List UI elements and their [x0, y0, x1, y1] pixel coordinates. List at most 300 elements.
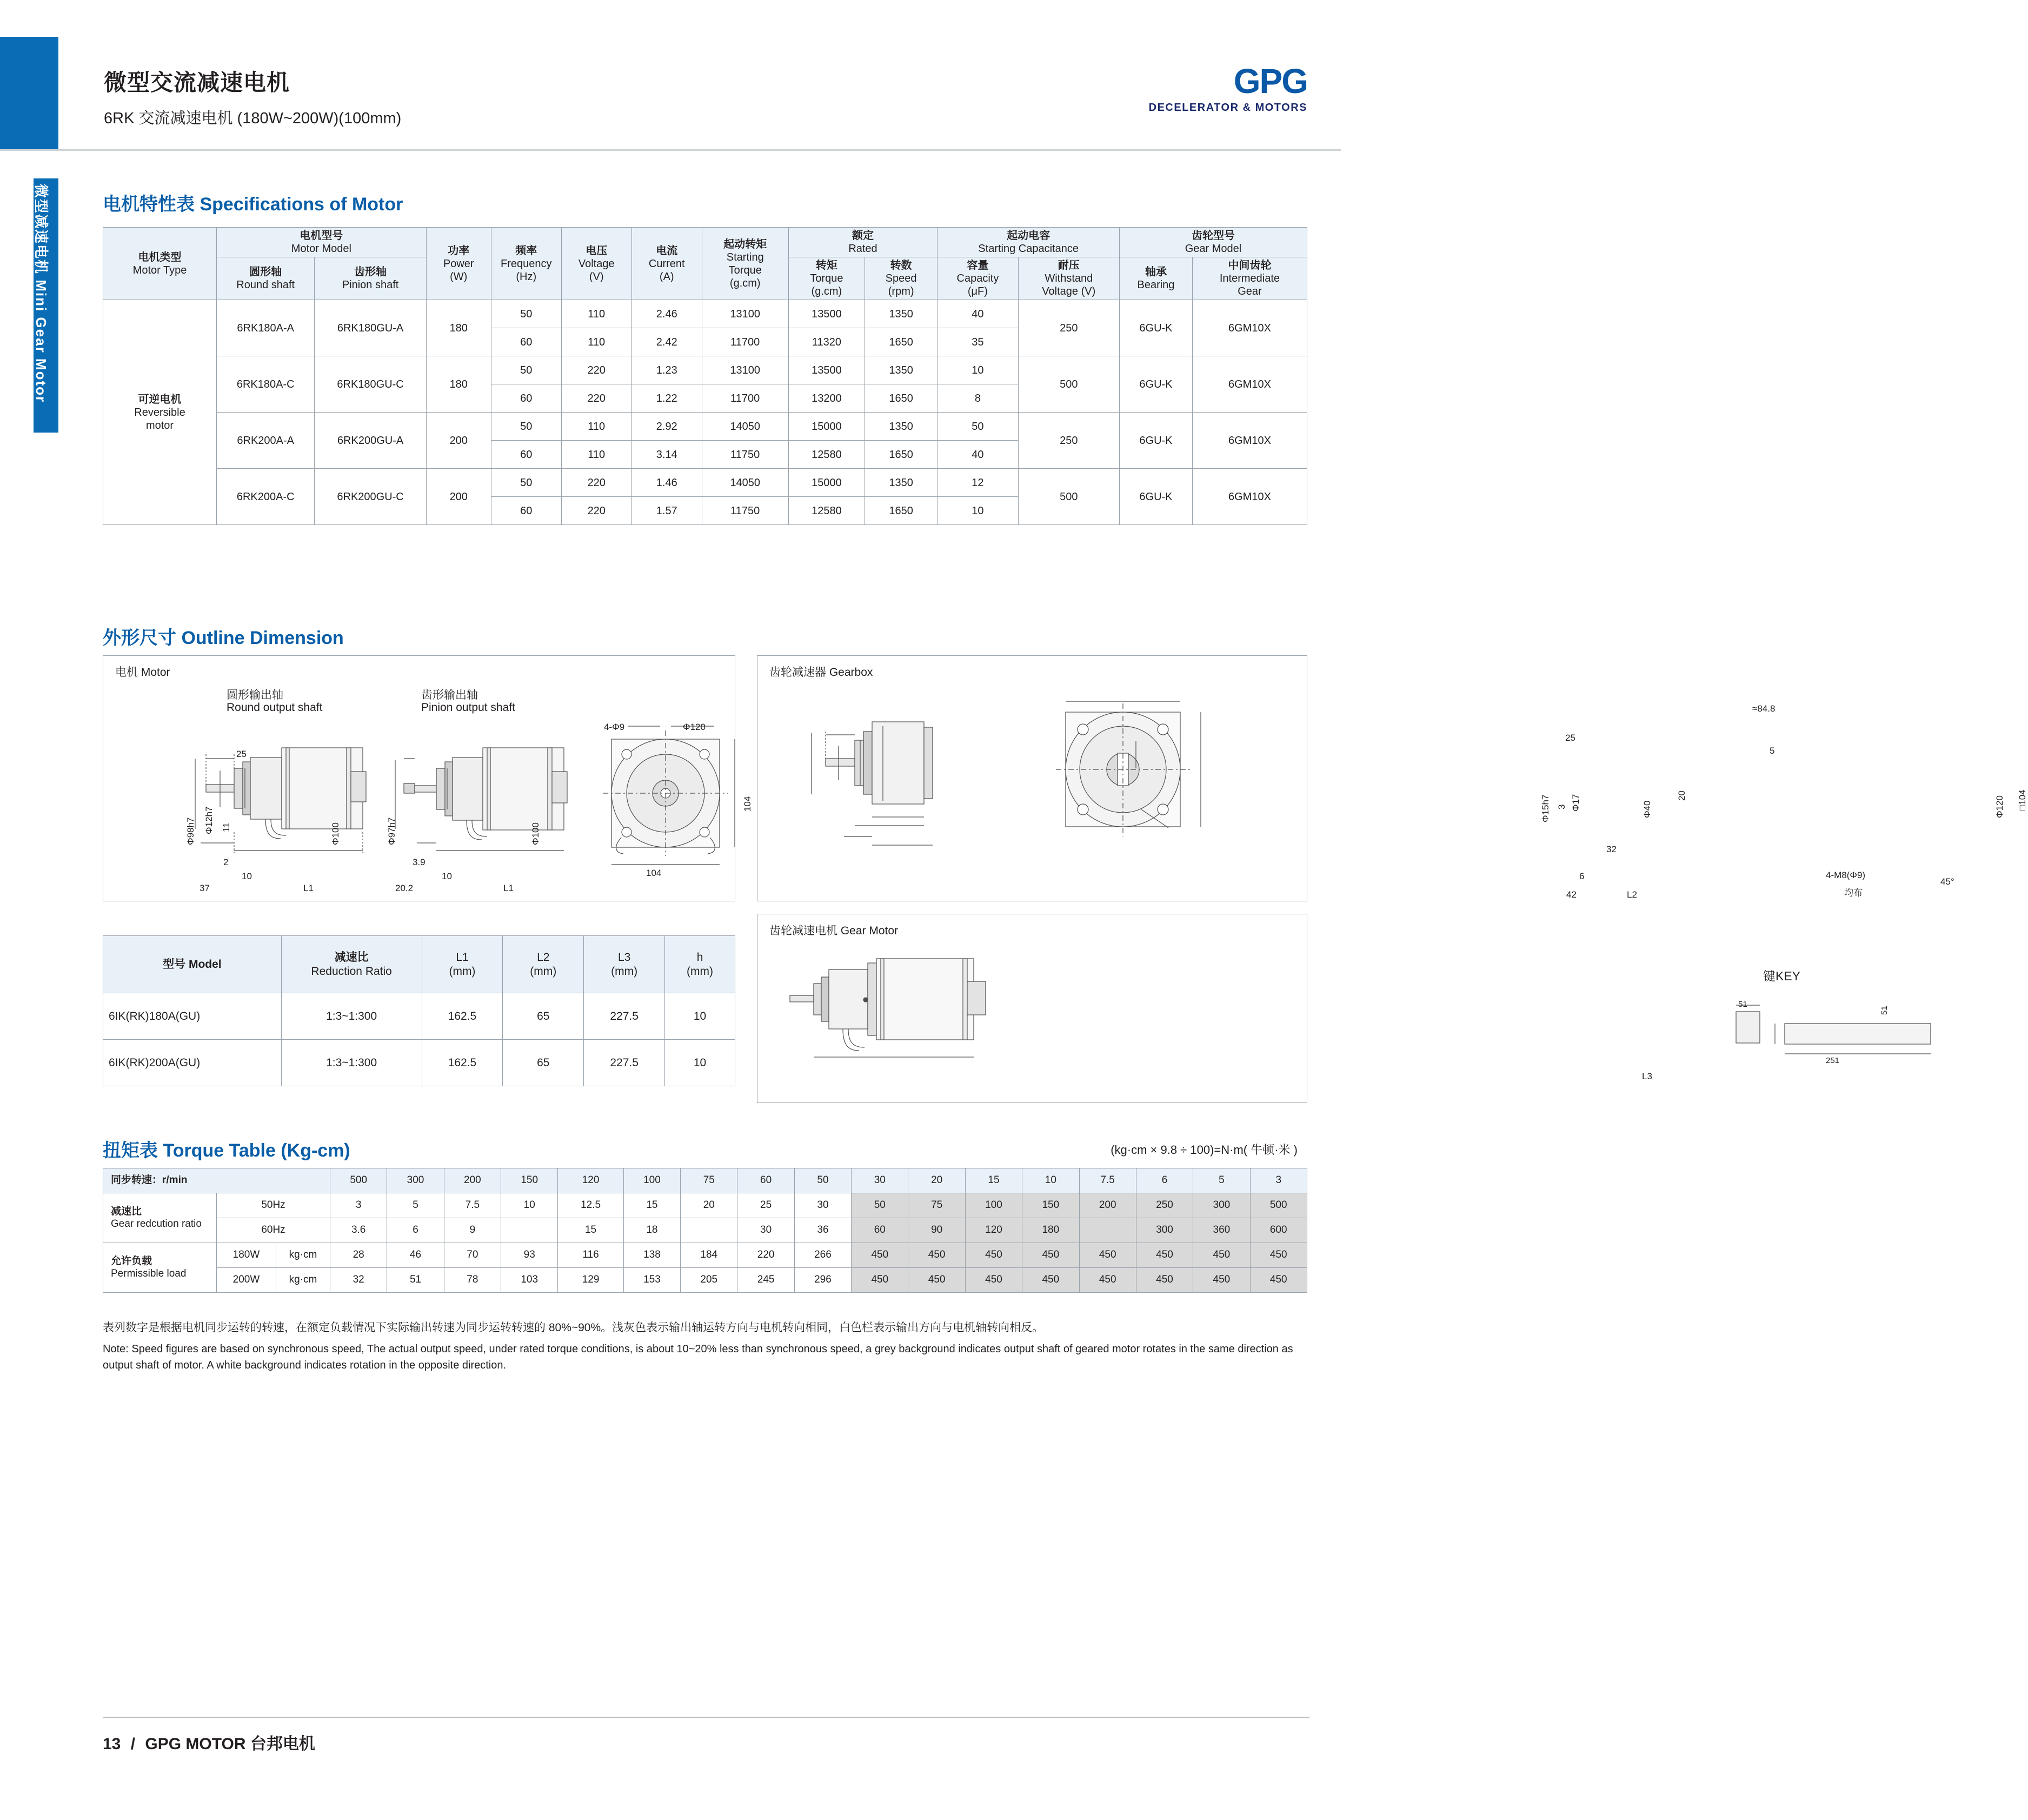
th-intermediate-en1: Intermediate: [1219, 273, 1280, 284]
cell-capacity: 8: [937, 384, 1018, 413]
table-row: [103, 1193, 1307, 1218]
dim-4-phi9: 4-Φ9: [604, 722, 625, 732]
round-shaft-side-view-drawing: [184, 726, 390, 867]
cell-withstand: 500: [1018, 469, 1119, 525]
th-model-label: 型号 Model: [163, 958, 222, 971]
cell-voltage: 110: [561, 413, 631, 441]
specifications-title-en: Specifications of Motor: [200, 194, 403, 215]
table-row: [103, 1040, 735, 1086]
th-sync-speed: [103, 1168, 330, 1193]
th-round-shaft-en: Round shaft: [236, 279, 295, 291]
th-withstand-voltage: [1018, 257, 1119, 300]
cell-load200: 450: [1250, 1268, 1307, 1293]
header-accent-bar: [0, 37, 58, 149]
cell-load180: 450: [1079, 1243, 1136, 1268]
cell-ratio: 1:3~1:300: [281, 1040, 422, 1086]
table-row: [103, 1243, 1307, 1268]
gearbox-front-view-drawing: [1039, 687, 1233, 866]
th-rated-speed-cn: 转数: [890, 260, 912, 271]
cell-pinion-shaft: 6RK180GU-C: [315, 356, 426, 413]
gearbox-dim-25: 25: [1565, 733, 1575, 743]
cell-withstand: 250: [1018, 300, 1119, 356]
cell-intermediate-gear: 6GM10X: [1192, 300, 1307, 356]
motor-type-en1: Reversible: [134, 406, 185, 419]
cell-pinion-shaft: 6RK200GU-A: [315, 413, 426, 469]
cell-round-shaft: 6RK200A-A: [217, 413, 315, 469]
cell-capacity: 40: [937, 300, 1018, 328]
cell-capacity: 35: [937, 328, 1018, 356]
th-l1-label: L1: [456, 951, 469, 964]
cell-capacity: 50: [937, 413, 1018, 441]
cell-rated-speed: 1350: [865, 356, 937, 384]
dim-pinion-body-diameter: Φ100: [530, 822, 541, 845]
gearbox-dim-45deg: 45°: [1940, 876, 1954, 887]
gear-motor-drawing-panel: [757, 914, 1889, 1103]
th-speed-500: 500: [330, 1168, 387, 1193]
th-power: [426, 228, 491, 300]
th-rated-torque: [788, 257, 865, 300]
load-label-en: Permissible load: [111, 1267, 187, 1279]
cell-load180: 450: [1250, 1243, 1307, 1268]
cell-ratio50: 150: [1022, 1193, 1079, 1218]
cell-intermediate-gear: 6GM10X: [1192, 413, 1307, 469]
cell-load180: 450: [1193, 1243, 1250, 1268]
cell-intermediate-gear: 6GM10X: [1192, 469, 1307, 525]
th-l3: [584, 936, 665, 993]
note-cn: 表列数字是根据电机同步运转的转速，在额定负载情况下实际输出转速为同步运转转速的 80%~90%。浅灰色表示输出轴运转方向与电机转向相同，白色栏表示输出方向与电机轴转向相反。: [103, 1321, 1044, 1334]
cell-ratio60: 120: [965, 1218, 1022, 1243]
th-ratio-en: Reduction Ratio: [311, 965, 392, 978]
cell-l1: 162.5: [422, 993, 503, 1040]
logo-wordmark: GPG: [1233, 62, 1307, 101]
cell-current: 1.22: [631, 384, 702, 413]
cell-l3: 227.5: [584, 993, 665, 1040]
cell-ratio50: 15: [623, 1193, 680, 1218]
cell-ratio60: 15: [558, 1218, 623, 1243]
cell-frequency: 60: [491, 328, 561, 356]
torque-table-head: [103, 1168, 1307, 1193]
cell-starting-torque: 11750: [702, 441, 788, 469]
cell-rated-speed: 1650: [865, 328, 937, 356]
dim-shaft-diameter: Φ12h7: [204, 806, 214, 834]
cell-ratio60: 9: [444, 1218, 501, 1243]
cell-round-shaft: 6RK180A-C: [217, 356, 315, 413]
cell-voltage: 110: [561, 328, 631, 356]
pinion-shaft-label-cn: 齿形输出轴: [421, 689, 478, 701]
gearbox-side-view-drawing: [779, 694, 1006, 872]
th-intermediate-en2: Gear: [1238, 285, 1262, 297]
outline-title-cn: 外形尺寸: [103, 628, 176, 648]
page-number: 13: [103, 1735, 121, 1753]
side-tab: [34, 178, 58, 433]
th-bearing-en: Bearing: [1137, 279, 1175, 291]
cell-ratio60: 36: [794, 1218, 851, 1243]
cell-load200: 296: [794, 1268, 851, 1293]
header-divider: [0, 149, 1341, 151]
motor-drawing-panel: [103, 655, 753, 901]
cell-l2: 65: [503, 993, 584, 1040]
dim-11: 11: [221, 822, 231, 832]
gearbox-dim-5: 5: [1770, 746, 1775, 756]
th-motor-type: [103, 228, 217, 300]
brand-logo: [1080, 64, 1307, 114]
th-speed-6: 6: [1136, 1168, 1193, 1193]
dim-104-h: 104: [646, 868, 662, 878]
th-speed-300: 300: [387, 1168, 444, 1193]
cell-ratio50: 25: [737, 1193, 794, 1218]
th-speed-50: 50: [794, 1168, 851, 1193]
th-frequency-en: Frequency: [501, 257, 552, 270]
th-l2: [503, 936, 584, 993]
th-frequency: [491, 228, 561, 300]
th-l2-label: L2: [537, 951, 550, 964]
ratio-label-cn: 减速比: [111, 1205, 142, 1217]
table-row: [103, 1218, 1307, 1243]
cell-model: 6IK(RK)200A(GU): [103, 1040, 282, 1086]
th-power-en: Power: [443, 257, 474, 270]
cell-load180: 450: [965, 1243, 1022, 1268]
cell-frequency: 50: [491, 413, 561, 441]
th-power-cn: 功率: [448, 244, 470, 257]
th-speed-20: 20: [908, 1168, 965, 1193]
logo-tagline: DECELERATOR & MOTORS: [1148, 102, 1307, 114]
cell-ratio50: 12.5: [558, 1193, 623, 1218]
cell-load200: 450: [852, 1268, 908, 1293]
th-rated-torque-cn: 转矩: [815, 260, 837, 271]
cell-load200: 129: [558, 1268, 623, 1293]
cell-load-unit: kg·cm: [276, 1243, 330, 1268]
th-speed-75: 75: [681, 1168, 737, 1193]
torque-table: [103, 1168, 1307, 1293]
dim-25: 25: [236, 749, 247, 759]
th-capacity-cn: 容量: [967, 260, 989, 271]
cell-load200: 450: [1022, 1268, 1079, 1293]
th-rated-speed-unit: (rpm): [888, 285, 914, 297]
cell-withstand: 250: [1018, 413, 1119, 469]
th-voltage-cn: 电压: [586, 244, 608, 257]
gearbox-dim-junbu: 均布: [1844, 888, 1863, 898]
gearbox-panel-label: 齿轮减速器 Gearbox: [769, 666, 873, 679]
cell-ratio50: 100: [965, 1193, 1022, 1218]
cell-power: 200: [426, 469, 491, 525]
cell-ratio: 1:3~1:300: [281, 993, 422, 1040]
cell-rated-speed: 1650: [865, 441, 937, 469]
cell-bearing: 6GU-K: [1120, 469, 1193, 525]
key-label: 键KEY: [1763, 969, 1801, 983]
th-voltage: [561, 228, 631, 300]
table-row: [103, 993, 735, 1040]
reduction-table-body: [103, 993, 735, 1086]
th-capacity: [937, 257, 1018, 300]
cell-load200: 450: [1193, 1268, 1250, 1293]
th-pinion-shaft: [315, 257, 426, 300]
th-model: [103, 936, 282, 993]
cell-ratio60: 60: [852, 1218, 908, 1243]
cell-ratio50: 7.5: [444, 1193, 501, 1218]
cell-rated-speed: 1350: [865, 469, 937, 497]
cell-ratio60: 360: [1193, 1218, 1250, 1243]
footer-separator: /: [130, 1735, 136, 1753]
th-starting-torque-cn: 起动转矩: [723, 238, 767, 250]
th-speed-100: 100: [623, 1168, 680, 1193]
cell-load200: 450: [965, 1268, 1022, 1293]
dim-2: 2: [223, 857, 229, 867]
cell-rated-torque: 13200: [788, 384, 865, 413]
cell-load180: 116: [558, 1243, 623, 1268]
cell-60hz-label: 60Hz: [217, 1218, 330, 1243]
th-capacity-en: Capacity: [956, 273, 999, 284]
gear-motor-panel-label: 齿轮减速电机 Gear Motor: [769, 925, 899, 937]
cell-ratio50: 20: [681, 1193, 737, 1218]
cell-load180: 450: [1022, 1243, 1079, 1268]
table-row: [103, 413, 1307, 441]
cell-power: 180: [426, 356, 491, 413]
th-current-en: Current: [648, 257, 685, 270]
cell-ratio50: 500: [1250, 1193, 1307, 1218]
cell-capacity: 12: [937, 469, 1018, 497]
note-en: Note: Speed figures are based on synchronous speed, The actual output speed, under rated torque conditions, is about 10~20% less than synchronous speed, a grey background indicates output shaft of geared motor rotates in the same direction as output shaft of motor. A white background indicates rotation in the opposite direction.: [103, 1343, 1293, 1371]
th-speed-3: 3: [1250, 1168, 1307, 1193]
cell-bearing: 6GU-K: [1120, 413, 1193, 469]
cell-current: 2.92: [631, 413, 702, 441]
cell-load180: 46: [387, 1243, 444, 1268]
cell-load200: 32: [330, 1268, 387, 1293]
th-starting-cap-en: Starting Capacitance: [978, 243, 1079, 255]
dim-10: 10: [242, 871, 252, 881]
th-withstand-en2: Voltage (V): [1042, 285, 1096, 297]
cell-starting-torque: 14050: [702, 413, 788, 441]
footer-divider: [103, 1717, 1309, 1718]
cell-intermediate-gear: 6GM10X: [1192, 356, 1307, 413]
cell-ratio60: [681, 1218, 737, 1243]
th-current: [631, 228, 702, 300]
cell-capacity: 10: [937, 497, 1018, 525]
outline-title-en: Outline Dimension: [181, 628, 344, 648]
th-withstand-en1: Withstand: [1045, 273, 1093, 284]
gearbox-dim-32: 32: [1606, 844, 1617, 854]
th-l3-unit: (mm): [611, 965, 638, 978]
table-row: [103, 300, 1307, 328]
cell-power: 180: [426, 300, 491, 356]
cell-current: 2.42: [631, 328, 702, 356]
dim-37: 37: [200, 883, 210, 893]
th-gear-model-cn: 齿轮型号: [1192, 230, 1235, 242]
th-frequency-unit: (Hz): [516, 270, 537, 283]
gearbox-dim-6: 6: [1579, 871, 1585, 881]
th-frequency-cn: 频率: [515, 244, 537, 257]
cell-model: 6IK(RK)180A(GU): [103, 993, 282, 1040]
cell-current: 1.23: [631, 356, 702, 384]
gear-motor-dim-L3: L3: [1642, 1071, 1652, 1081]
table-row: [103, 1268, 1307, 1293]
page-subtitle-cn: 6RK 交流减速电机: [104, 110, 233, 127]
cell-rated-speed: 1350: [865, 300, 937, 328]
cell-rated-torque: 15000: [788, 413, 865, 441]
cell-round-shaft: 6RK200A-C: [217, 469, 315, 525]
torque-table-body: [103, 1193, 1307, 1293]
cell-rated-torque: 13500: [788, 356, 865, 384]
cell-current: 3.14: [631, 441, 702, 469]
cell-frequency: 50: [491, 356, 561, 384]
cell-load200: 78: [444, 1268, 501, 1293]
th-pinion-shaft-cn: 齿形轴: [354, 266, 387, 278]
cell-motor-type: [103, 300, 217, 525]
th-gear-model: [1120, 228, 1307, 257]
th-rated-torque-unit: (g.cm): [811, 285, 842, 297]
table-row: [103, 356, 1307, 384]
round-shaft-label-cn: 圆形输出轴: [227, 689, 283, 701]
cell-starting-torque: 13100: [702, 300, 788, 328]
th-bearing: [1120, 257, 1193, 300]
cell-load180: 450: [1136, 1243, 1193, 1268]
cell-current: 2.46: [631, 300, 702, 328]
gearbox-dim-phi120: Φ120: [1994, 795, 2005, 818]
cell-ratio60: 90: [908, 1218, 965, 1243]
cell-capacity: 40: [937, 441, 1018, 469]
gearbox-dim-3: 3: [1557, 804, 1567, 809]
th-rated: [788, 228, 937, 257]
cell-current: 1.46: [631, 469, 702, 497]
th-rated-cn: 额定: [852, 230, 874, 242]
cell-rated-torque: 13500: [788, 300, 865, 328]
cell-rated-torque: 12580: [788, 441, 865, 469]
th-speed-7.5: 7.5: [1079, 1168, 1136, 1193]
th-motor-type-cn: 电机类型: [138, 251, 182, 263]
cell-bearing: 6GU-K: [1120, 300, 1193, 356]
cell-load180: 93: [501, 1243, 558, 1268]
cell-ratio60: 6: [387, 1218, 444, 1243]
cell-rated-speed: 1650: [865, 497, 937, 525]
th-l3-label: L3: [617, 951, 631, 964]
th-capacity-unit: (μF): [967, 285, 988, 297]
th-gear-model-en: Gear Model: [1185, 243, 1242, 255]
cell-ratio60: 30: [737, 1218, 794, 1243]
torque-section-title: [103, 1135, 350, 1162]
dim-L1b: L1: [503, 883, 514, 893]
cell-ratio60: 600: [1250, 1218, 1307, 1243]
cell-l2: 65: [503, 1040, 584, 1086]
cell-load200: 245: [737, 1268, 794, 1293]
th-starting-torque-en1: Starting: [726, 251, 764, 263]
cell-rated-speed: 1650: [865, 384, 937, 413]
motor-flange-front-view-drawing: [590, 714, 752, 876]
cell-load180: 450: [852, 1243, 908, 1268]
cell-load180: 28: [330, 1243, 387, 1268]
cell-bearing: 6GU-K: [1120, 356, 1193, 413]
gearbox-dim-phi15h7: Φ15h7: [1540, 794, 1551, 822]
th-starting-torque-en2: Torque: [728, 264, 762, 276]
key-dim-51-top: 51: [1738, 1000, 1747, 1009]
th-speed-10: 10: [1022, 1168, 1079, 1193]
cell-ratio60: 180: [1022, 1218, 1079, 1243]
cell-starting-torque: 11700: [702, 328, 788, 356]
dim-10b: 10: [442, 871, 452, 881]
cell-l1: 162.5: [422, 1040, 503, 1086]
load-label-cn: 允许负载: [111, 1255, 152, 1267]
torque-unit-note: (kg·cm × 9.8 ÷ 100)=N·m( 牛顿·米 ): [1111, 1143, 1298, 1157]
cell-starting-torque: 14050: [702, 469, 788, 497]
cell-load200: 103: [501, 1268, 558, 1293]
cell-load-label: [103, 1243, 217, 1293]
cell-ratio50: 75: [908, 1193, 965, 1218]
cell-h: 10: [665, 993, 735, 1040]
gearbox-dim-20: 20: [1677, 791, 1687, 801]
th-sync-speed-label: 同步转速：r/min: [111, 1174, 188, 1186]
gearbox-dim-phi40: Φ40: [1642, 800, 1652, 818]
cell-ratio50: 3: [330, 1193, 387, 1218]
cell-ratio60: 18: [623, 1218, 680, 1243]
cell-pinion-shaft: 6RK200GU-C: [315, 469, 426, 525]
cell-ratio-label: [103, 1193, 217, 1243]
cell-load180: 184: [681, 1243, 737, 1268]
key-dim-251: 251: [1826, 1056, 1840, 1065]
cell-frequency: 60: [491, 497, 561, 525]
pinion-shaft-side-view-drawing: [384, 726, 590, 867]
th-motor-model-cn: 电机型号: [300, 230, 343, 242]
dim-flange-diameter: Φ98h7: [185, 817, 196, 845]
table-row: [103, 469, 1307, 497]
footer: [103, 1730, 315, 1754]
cell-l3: 227.5: [584, 1040, 665, 1086]
cell-load200: 450: [1079, 1268, 1136, 1293]
cell-ratio50: 10: [501, 1193, 558, 1218]
key-drawing: [1725, 990, 1952, 1082]
th-h-unit: (mm): [687, 965, 714, 978]
th-l2-unit: (mm): [530, 965, 557, 978]
pinion-shaft-label-en: Pinion output shaft: [421, 701, 515, 714]
th-l1-unit: (mm): [449, 965, 476, 978]
cell-load180: 266: [794, 1243, 851, 1268]
page-title: 微型交流减速电机: [104, 70, 290, 95]
cell-200w-label: 200W: [217, 1268, 276, 1293]
cell-rated-torque: 15000: [788, 469, 865, 497]
motor-panel-label: 电机 Motor: [115, 666, 170, 679]
gearbox-dim-104: □104: [2017, 789, 2027, 811]
cell-load200: 205: [681, 1268, 737, 1293]
th-round-shaft-cn: 圆形轴: [249, 266, 282, 278]
cell-withstand: 500: [1018, 356, 1119, 413]
dim-body-diameter: Φ100: [330, 822, 341, 845]
th-intermediate-cn: 中间齿轮: [1228, 260, 1272, 271]
round-shaft-label-en: Round output shaft: [227, 701, 323, 714]
gearbox-dim-42: 42: [1566, 889, 1577, 900]
th-motor-model: [217, 228, 427, 257]
cell-ratio60: 3.6: [330, 1218, 387, 1243]
cell-ratio50: 30: [794, 1193, 851, 1218]
cell-voltage: 110: [561, 300, 631, 328]
page-subtitle-en: (180W~200W)(100mm): [237, 110, 402, 127]
th-current-cn: 电流: [656, 244, 678, 257]
th-speed-150: 150: [501, 1168, 558, 1193]
th-rated-torque-en: Torque: [810, 273, 843, 284]
cell-load180: 450: [908, 1243, 965, 1268]
motor-type-en2: motor: [145, 419, 174, 431]
cell-180w-label: 180W: [217, 1243, 276, 1268]
gearbox-dim-84.8: ≈84.8: [1752, 703, 1776, 714]
cell-voltage: 220: [561, 497, 631, 525]
cell-ratio60: 300: [1136, 1218, 1193, 1243]
cell-frequency: 50: [491, 469, 561, 497]
cell-starting-torque: 13100: [702, 356, 788, 384]
th-voltage-unit: (V): [589, 270, 604, 283]
gear-motor-assembly-drawing: [774, 946, 1055, 1070]
torque-note: [103, 1319, 1314, 1373]
key-dim-51-side: 51: [1880, 1006, 1889, 1015]
th-starting-torque: [702, 228, 788, 300]
cell-voltage: 220: [561, 384, 631, 413]
cell-current: 1.57: [631, 497, 702, 525]
side-tab-label: 微型减速电机 Mini Gear Motor: [33, 184, 49, 403]
